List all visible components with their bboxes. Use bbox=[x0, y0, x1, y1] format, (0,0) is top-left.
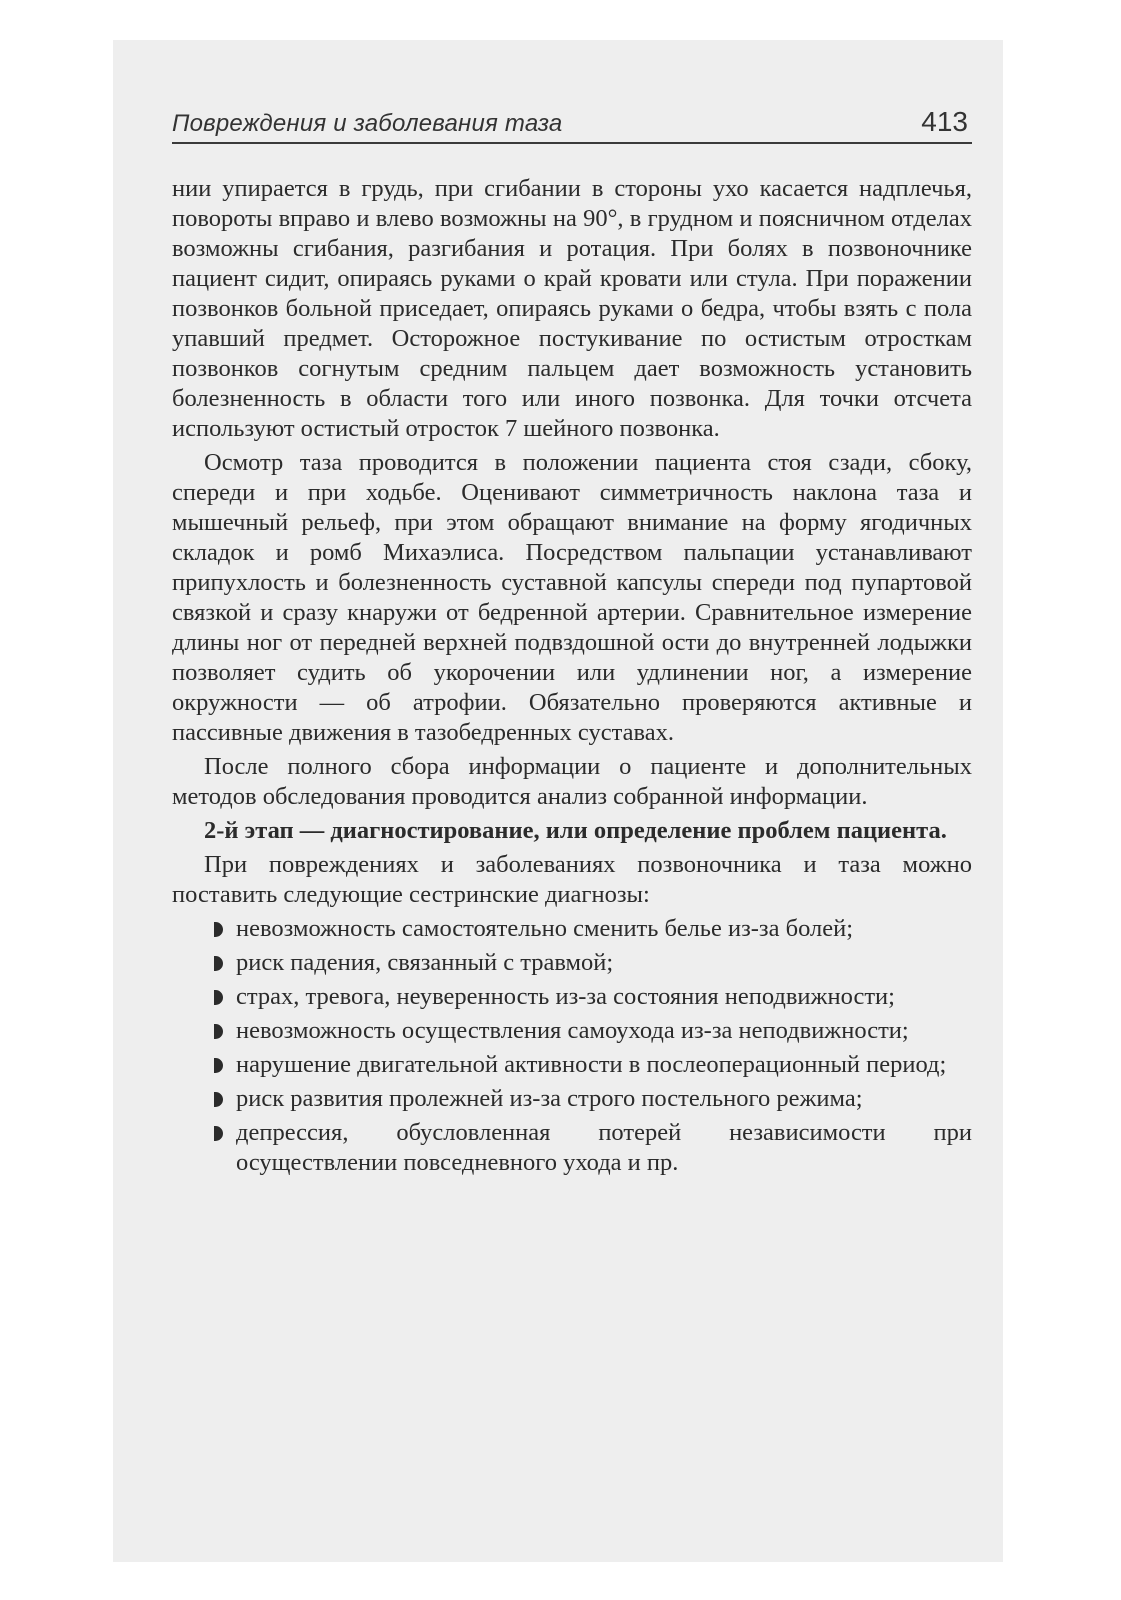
page-number: 413 bbox=[921, 106, 968, 137]
bullet-icon bbox=[214, 1092, 223, 1107]
bullet-icon bbox=[214, 956, 223, 971]
bullet-icon bbox=[214, 922, 223, 937]
bullet-icon bbox=[214, 1024, 223, 1039]
body-text bbox=[172, 174, 972, 1178]
diagnosis-text: страх, тревога, неуверенность из-за состояния неподвижности; bbox=[236, 983, 895, 1010]
list-item bbox=[214, 1016, 972, 1046]
diagnosis-text: нарушение двигательной активности в послеоперационный период; bbox=[236, 1051, 947, 1078]
diagnosis-text: риск развития пролежней из-за строго постельного режима; bbox=[236, 1085, 863, 1112]
diagnosis-text: невозможность самостоятельно сменить белье из-за болей; bbox=[236, 915, 854, 942]
paragraph-information-analysis: После полного сбора информации о пациенте и дополнительных методов обследования проводится анализ собранной информации. bbox=[172, 753, 972, 810]
list-item bbox=[214, 914, 972, 944]
nursing-diagnoses-list bbox=[172, 914, 972, 1178]
list-item bbox=[214, 1050, 972, 1080]
diagnosis-text: риск падения, связанный с травмой; bbox=[236, 949, 614, 976]
running-header bbox=[172, 98, 972, 144]
stage-heading: 2-й этап — диагностирование, или определение проблем пациента. bbox=[204, 817, 947, 844]
book-page bbox=[172, 98, 972, 1182]
diagnosis-text: депрессия, обусловленная потерей независимости при осуществлении повседневного ухода и пр. bbox=[236, 1119, 972, 1176]
list-item bbox=[214, 1118, 972, 1178]
list-item bbox=[214, 982, 972, 1012]
paragraph-diagnoses-intro: При повреждениях и заболеваниях позвоночника и таза можно поставить следующие сестринские диагнозы: bbox=[172, 851, 972, 908]
bullet-icon bbox=[214, 990, 223, 1005]
running-title: Повреждения и заболевания таза bbox=[172, 110, 563, 137]
bullet-icon bbox=[214, 1058, 223, 1073]
list-item bbox=[214, 1084, 972, 1114]
diagnosis-text: невозможность осуществления самоухода из-за неподвижности; bbox=[236, 1017, 909, 1044]
list-item bbox=[214, 948, 972, 978]
bullet-icon bbox=[214, 1126, 223, 1141]
paragraph-pelvis-exam: Осмотр таза проводится в положении пациента стоя сзади, сбоку, спереди и при ходьбе. Оценивают симметричность наклона таза и мышечный рельеф, при этом обращают внимание на форму ягодичных складок и ромб Михаэлиса. Посредством пальпации устанавливают припухлость и болезненность суставной капсулы спереди под пупартовой связкой и сразу кнаружи от бедренной артерии. Сравнительное измерение длины ног от передней верхней подвздошной ости до внутренней лодыжки позволяет судить об укорочении или удлинении ног, а измерение окружности — об атрофии. Обязательно проверяются активные и пассивные движения в тазобедренных суставах. bbox=[172, 449, 972, 746]
paragraph-continuation: нии упирается в грудь, при сгибании в стороны ухо касается надплечья, повороты вправо и влево возможны на 90°, в грудном и поясничном отделах возможны сгибания, разгибания и ротация. При болях в позвоночнике пациент сидит, опираясь руками о край кровати или стула. При поражении позвонков больной приседает, опираясь руками о бедра, чтобы взять с пола упавший предмет. Осторожное постукивание по остистым отросткам позвонков согнутым средним пальцем дает возможность установить болезненность в области того или иного позвонка. Для точки отсчета используют остистый отросток 7 шейного позвонка. bbox=[172, 175, 972, 442]
